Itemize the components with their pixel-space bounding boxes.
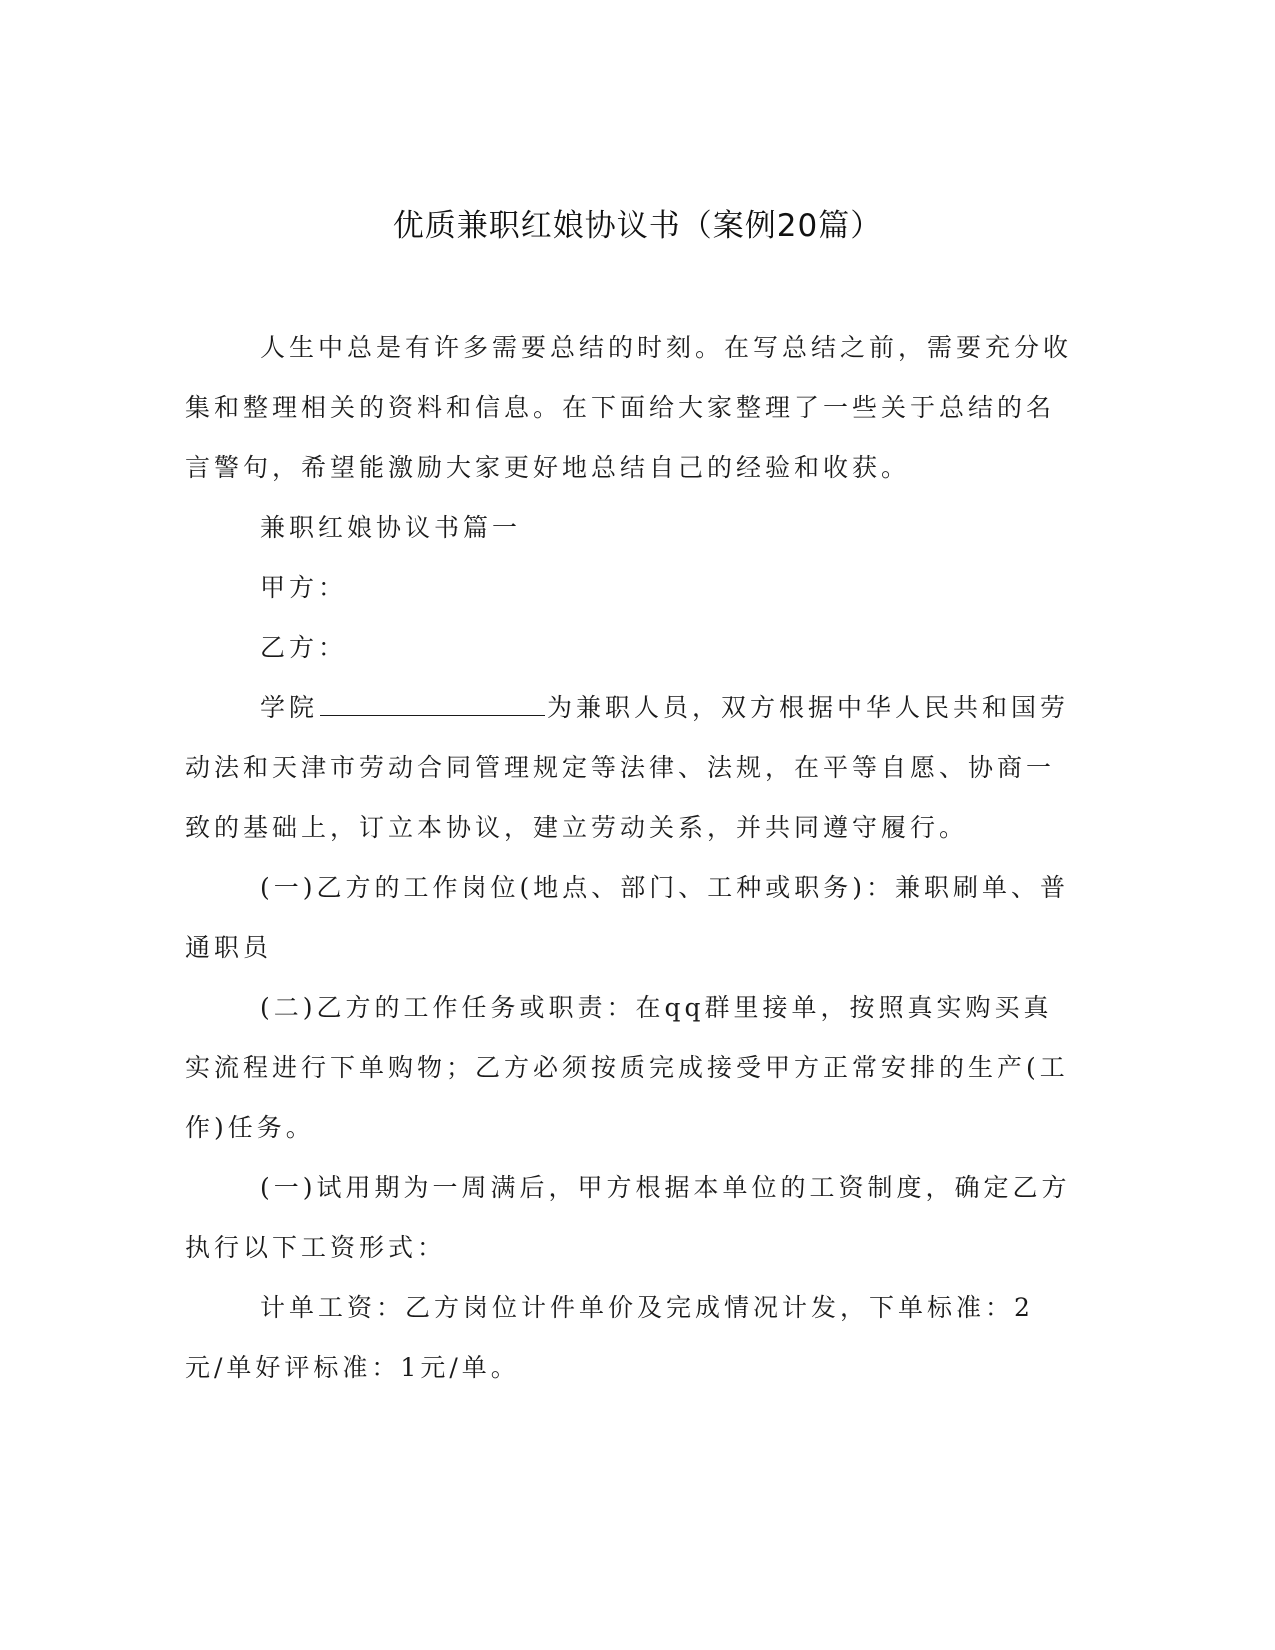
college-clause-prefix: 学院 <box>260 693 319 722</box>
college-blank-line <box>320 689 545 716</box>
document-body <box>185 318 1075 1398</box>
section-heading: 兼职红娘协议书篇一 <box>260 513 522 542</box>
party-b-line: 乙方： <box>260 633 348 662</box>
clause-piece-wage: 计单工资：乙方岗位计件单价及完成情况计发，下单标准：2元/单好评标准：1元/单。 <box>185 1293 1034 1382</box>
college-clause-rest: 为兼职人员，双方根据中华人民共和国劳动法和天津市劳动合同管理规定等法律、法规，在平等自愿、协商一致的基础上，订立本协议，建立劳动关系，并共同遵守履行。 <box>185 693 1070 842</box>
college-clause <box>185 678 1075 858</box>
clause-job-position: (一)乙方的工作岗位(地点、部门、工种或职务)：兼职刷单、普通职员 <box>185 873 1070 962</box>
party-a-line: 甲方： <box>260 573 348 602</box>
intro-paragraph: 人生中总是有许多需要总结的时刻。在写总结之前，需要充分收集和整理相关的资料和信息。在下面给大家整理了一些关于总结的名言警句，希望能激励大家更好地总结自己的经验和收获。 <box>185 333 1073 482</box>
clause-probation: (一)试用期为一周满后，甲方根据本单位的工资制度，确定乙方执行以下工资形式： <box>185 1173 1071 1262</box>
document-title: 优质兼职红娘协议书（案例20篇） <box>392 208 883 244</box>
clause-job-duties: (二)乙方的工作任务或职责：在qq群里接单，按照真实购买真实流程进行下单购物；乙方必须按质完成接受甲方正常安排的生产(工作)任务。 <box>185 993 1069 1142</box>
